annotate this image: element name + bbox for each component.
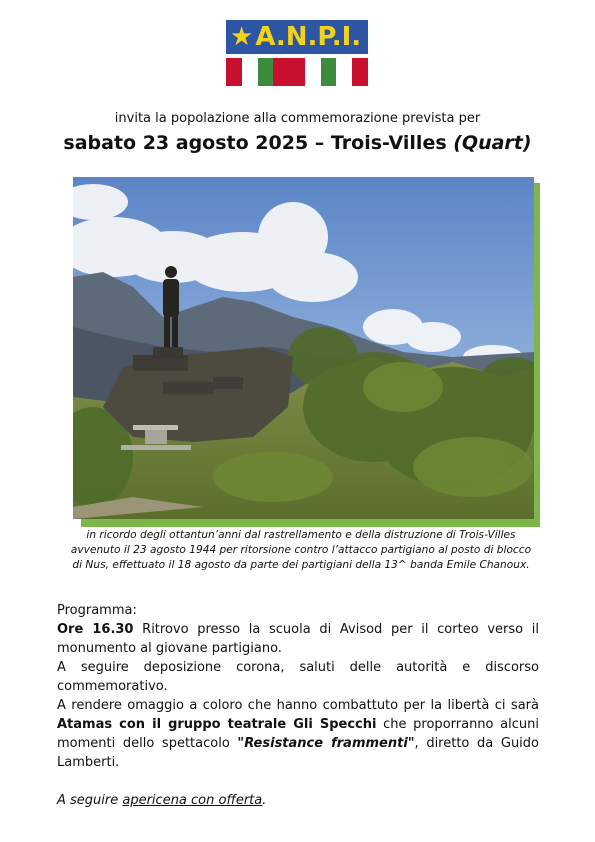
closing-line — [57, 791, 539, 810]
logo-text: A.N.P.I. — [255, 22, 362, 52]
event-headline — [0, 132, 595, 154]
program-section — [57, 601, 539, 810]
headline-municipality: (Quart) — [453, 132, 532, 154]
logo-stripe-red — [226, 58, 242, 86]
performance-mid: che proporranno alcuni momenti dello spettacolo — [57, 717, 539, 751]
star-icon: ★ — [230, 22, 254, 52]
logo-stripe-red — [273, 58, 289, 86]
caption-line: avvenuto il 23 agosto 1944 per ritorsione contro l’attacco partigiano al posto di blocco — [70, 544, 532, 556]
invite-line: invita la popolazione alla commemorazione prevista per — [114, 111, 481, 126]
logo-stripe-white — [305, 58, 321, 86]
logo-flag-stripes — [226, 58, 368, 86]
logo-stripe-white — [242, 58, 258, 86]
performance-intro: A rendere omaggio a coloro che hanno combattuto per la libertà ci sarà — [57, 698, 539, 713]
monument-landscape-image — [73, 177, 534, 519]
logo-stripe-red — [289, 58, 305, 86]
performance-show-title: "Resistance frammenti" — [237, 736, 415, 751]
program-heading: Programma: — [57, 603, 137, 618]
program-item-performance — [57, 696, 539, 772]
program-item-ceremony: A seguire deposizione corona, saluti delle autorità e discorso commemorativo. — [57, 660, 539, 694]
logo-banner — [226, 20, 368, 54]
program-item-gathering — [57, 620, 539, 658]
monument-photo — [73, 177, 534, 519]
headline-date-place: sabato 23 agosto 2025 – Trois-Villes — [63, 132, 454, 154]
closing-prefix: A seguire — [57, 793, 123, 808]
logo-stripe-green — [258, 58, 274, 86]
logo-stripe-red — [352, 58, 368, 86]
spacer — [57, 772, 539, 791]
caption-line: in ricordo degli ottantun’anni dal rastrellamento e della distruzione di Trois-Villes — [86, 529, 516, 541]
logo-stripe-white — [336, 58, 352, 86]
program-item-text: Ritrovo presso la scuola di Avisod per il corteo verso il monumento al giovane partigiano. — [57, 622, 539, 656]
logo-stripe-green — [321, 58, 337, 86]
caption-line: di Nus, effettuato il 18 agosto da parte dei partigiani della 13^ banda Emile Chanoux. — [72, 559, 530, 571]
program-time: Ore 16.30 — [57, 622, 134, 637]
performance-end: , diretto da Guido Lamberti. — [57, 736, 540, 770]
anpi-logo — [226, 20, 368, 86]
apericena-highlight: apericena con offerta — [122, 793, 263, 808]
performance-group: Atamas con il gruppo teatrale Gli Specchi — [57, 717, 377, 732]
photo-caption — [56, 528, 546, 573]
closing-suffix: . — [262, 793, 267, 808]
